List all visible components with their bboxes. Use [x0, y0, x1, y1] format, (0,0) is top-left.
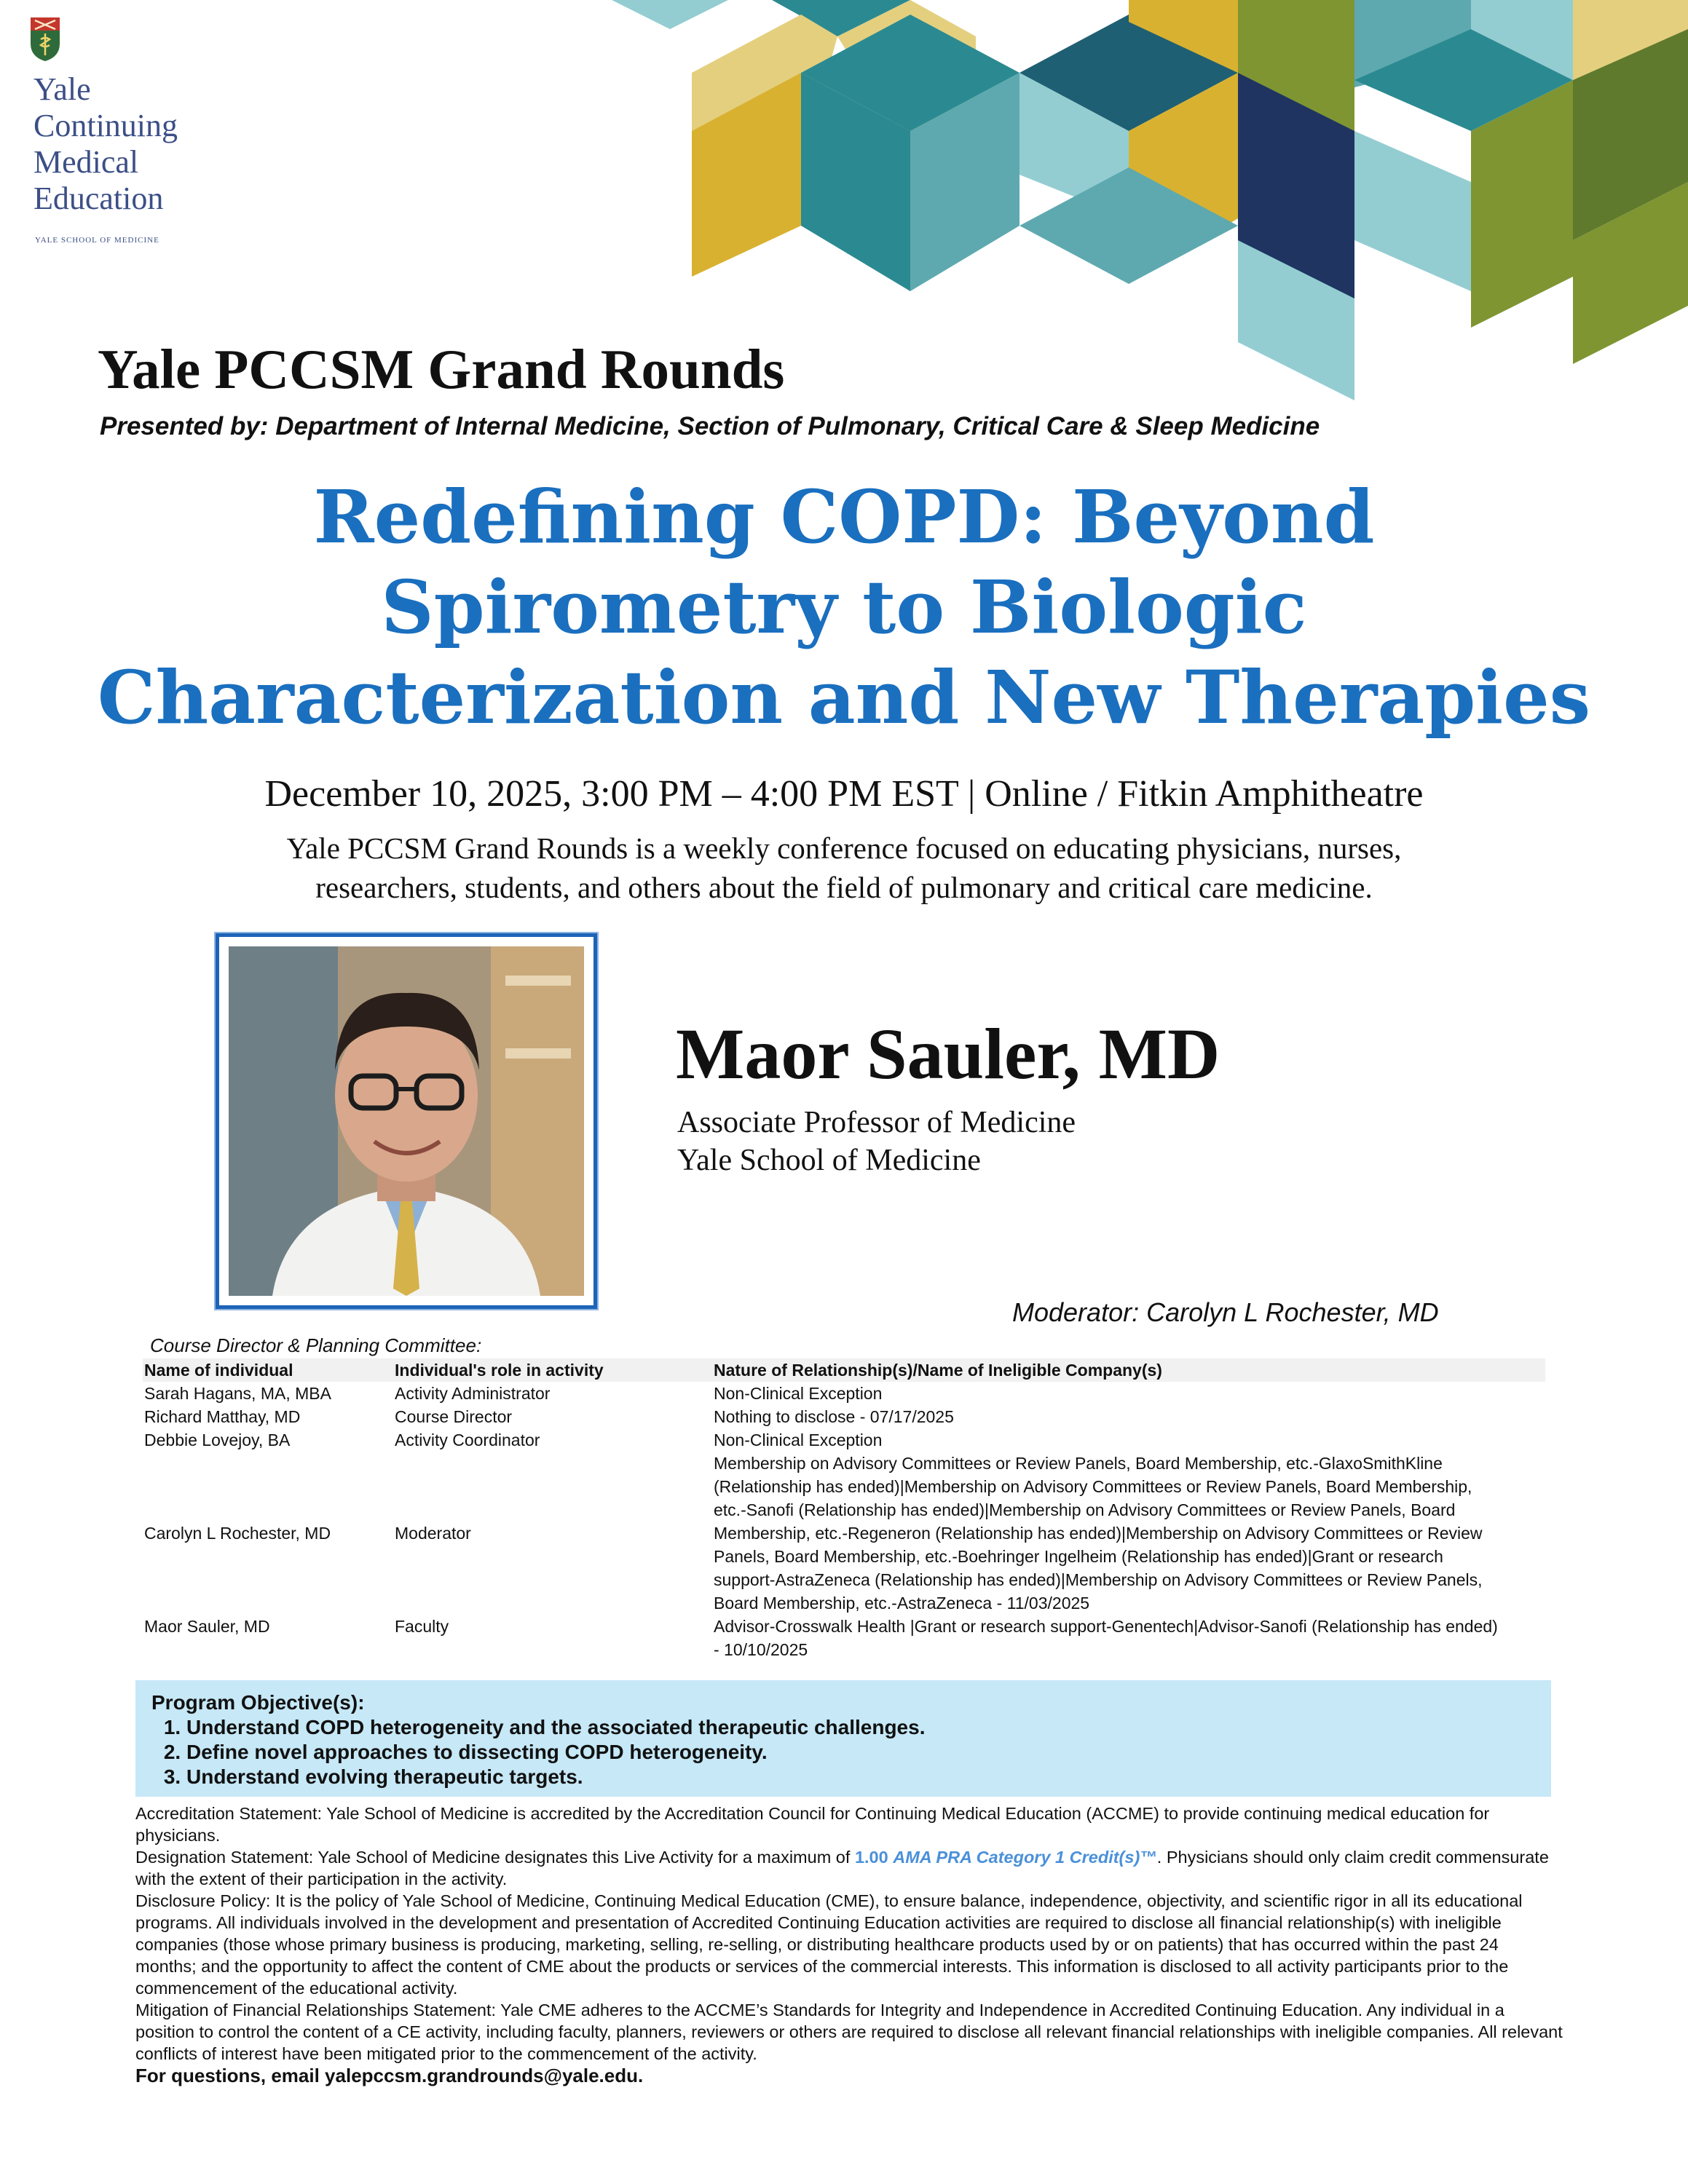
- moderator: Moderator: Carolyn L Rochester, MD: [1012, 1297, 1439, 1327]
- credit-amount: [855, 1848, 1157, 1867]
- relationship-line: Membership, etc.-Regeneron (Relationship has ended)|Membership on Advisory Committees or Review: [714, 1524, 1483, 1543]
- person-name: Debbie Lovejoy, BA: [144, 1431, 291, 1449]
- column-header: Individual's role in activity: [393, 1358, 712, 1382]
- disclosure-table: [143, 1358, 1545, 1661]
- designation-statement: [135, 1846, 1563, 1890]
- table-row: [143, 1615, 1545, 1661]
- table-row: [143, 1428, 1545, 1452]
- accreditation-statements: [135, 1803, 1563, 2086]
- talk-title-line: Characterization and New Therapies: [97, 654, 1591, 740]
- logo-line: Education: [33, 181, 164, 216]
- committee-caption: Course Director & Planning Committee:: [150, 1334, 482, 1356]
- accreditation-statement: Accreditation Statement: Yale School of Medicine is accredited by the Accreditation Council for Continuing Medical Education (ACCME) to provide continuing medical education for physicians.: [135, 1804, 1490, 1845]
- credit-name: AMA PRA Category 1 Credit(s)™: [893, 1848, 1157, 1867]
- person-role: Moderator: [395, 1524, 471, 1543]
- person-name: Carolyn L Rochester, MD: [144, 1524, 331, 1543]
- person-relationship: [712, 1405, 1545, 1428]
- relationship-line: etc.-Sanofi (Relationship has ended)|Membership on Advisory Committees or Review Panels, Board: [714, 1500, 1456, 1519]
- relationship-line: (Relationship has ended)|Membership on Advisory Committees or Review Panels, Board Membership,: [714, 1477, 1472, 1496]
- talk-title: [73, 472, 1615, 743]
- column-header: Nature of Relationship(s)/Name of Ineligible Company(s): [712, 1358, 1545, 1382]
- presented-by: Presented by: Department of Internal Medicine, Section of Pulmonary, Critical Care & Sleep Medicine: [100, 412, 1320, 440]
- person-name: Richard Matthay, MD: [144, 1407, 301, 1426]
- person-role: Activity Coordinator: [395, 1431, 540, 1449]
- program-objectives: [135, 1680, 1551, 1797]
- credit-number: 1.00: [854, 1848, 888, 1867]
- speaker-title: Associate Professor of Medicine: [677, 1106, 1076, 1139]
- relationship-line: Panels, Board Membership, etc.-Boehringer Ingelheim (Relationship has ended)|Grant or research: [714, 1547, 1443, 1566]
- description-line: Yale PCCSM Grand Rounds is a weekly conference focused on educating physicians, nurses,: [286, 831, 1402, 865]
- objective-item: 2. Define novel approaches to dissecting COPD heterogeneity.: [186, 1740, 1535, 1765]
- person-role: Course Director: [395, 1407, 513, 1426]
- table-row: [143, 1405, 1545, 1428]
- person-relationship: [712, 1615, 1545, 1661]
- talk-title-line: Redefining COPD: Beyond: [313, 474, 1375, 560]
- column-header: Name of individual: [143, 1358, 393, 1382]
- logo-line: Medical: [33, 144, 139, 180]
- contact-email: For questions, email yalepccsm.grandrounds@yale.edu.: [135, 2065, 644, 2086]
- person-relationship: [712, 1428, 1545, 1452]
- speaker-name: Maor Sauler, MD: [676, 1013, 1220, 1094]
- relationship-line: Nothing to disclose - 07/17/2025: [714, 1407, 954, 1426]
- event-description: [131, 828, 1557, 907]
- yale-shield-icon: [29, 16, 61, 63]
- objective-item: 3. Understand evolving therapeutic targets.: [186, 1765, 1535, 1789]
- relationship-line: Advisor-Crosswalk Health |Grant or research support-Genentech|Advisor-Sanofi (Relationship has ended): [714, 1617, 1498, 1636]
- mitigation-statement: Mitigation of Financial Relationships Statement: Yale CME adheres to the ACCME’s Standards for Integrity and Independence in Accredited Continuing Education. Any individual in a position to control the content of a CE activity, including faculty, planners, reviewers or others are required to disclose all relevant financial relationships with ineligible companies. All relevant conflicts of interest have been mitigated prior to the commencement of the activity.: [135, 2001, 1563, 2063]
- table-header-row: [143, 1358, 1545, 1382]
- logo-school: YALE SCHOOL OF MEDICINE: [35, 236, 159, 245]
- relationship-line: support-AstraZeneca (Relationship has ended)|Membership on Advisory Committees or Review Panels,: [714, 1570, 1483, 1589]
- person-name: Maor Sauler, MD: [144, 1617, 270, 1636]
- designation-text: Designation Statement: Yale School of Medicine designates this Live Activity for a maximum of: [135, 1848, 851, 1867]
- speaker-photo: [229, 946, 584, 1296]
- logo-line: Yale: [33, 71, 91, 107]
- event-date-location: December 10, 2025, 3:00 PM – 4:00 PM EST | Online / Fitkin Amphitheatre: [264, 773, 1424, 815]
- table-row: [143, 1452, 1545, 1615]
- objectives-heading: Program Objective(s):: [151, 1691, 365, 1714]
- talk-title-line: Spirometry to Biologic: [381, 564, 1307, 650]
- relationship-line: - 10/10/2025: [714, 1640, 808, 1659]
- series-title: Yale PCCSM Grand Rounds: [98, 338, 785, 400]
- objective-item: 1. Understand COPD heterogeneity and the associated therapeutic challenges.: [186, 1715, 1535, 1740]
- table-row: [143, 1382, 1545, 1405]
- person-role: Activity Administrator: [395, 1384, 551, 1403]
- speaker-affiliation: Yale School of Medicine: [677, 1144, 981, 1177]
- person-relationship: [712, 1452, 1545, 1615]
- objectives-list: [151, 1715, 1535, 1789]
- person-relationship: [712, 1382, 1545, 1405]
- logo-wordmark: [33, 71, 252, 217]
- relationship-line: Membership on Advisory Committees or Review Panels, Board Membership, etc.-GlaxoSmithKline: [714, 1454, 1443, 1473]
- person-name: Sarah Hagans, MA, MBA: [144, 1384, 331, 1403]
- logo-line: Continuing: [33, 108, 178, 143]
- relationship-line: Non-Clinical Exception: [714, 1384, 883, 1403]
- designation-text-end: . Physicians should only claim credit commensurate with the extent of their participation in the activity.: [135, 1848, 1549, 1888]
- disclosure-policy: Disclosure Policy: It is the policy of Yale School of Medicine, Continuing Medical Education (CME), to ensure balance, independence, objectivity, and scientific rigor in all its educational programs. All individuals involved in the development and presentation of Accredited Continuing Education activities are required to disclose all financial relationship(s) with ineligible companies (those whose primary business is producing, marketing, selling, re-selling, or distributing healthcare products used by or on patients) that has occurred within the past 24 months; and the opportunity to affect the content of CME about the products or services of the commercial interests. This information is disclosed to all activity participants prior to the commencement of the educational activity.: [135, 1891, 1523, 1998]
- speaker-photo-frame: [216, 933, 597, 1309]
- person-role: Faculty: [395, 1617, 449, 1636]
- speaker-portrait-illustration: [229, 946, 584, 1296]
- description-line: researchers, students, and others about the field of pulmonary and critical care medicine.: [315, 871, 1373, 904]
- relationship-line: Board Membership, etc.-AstraZeneca - 11/03/2025: [714, 1594, 1090, 1613]
- relationship-line: Non-Clinical Exception: [714, 1431, 883, 1449]
